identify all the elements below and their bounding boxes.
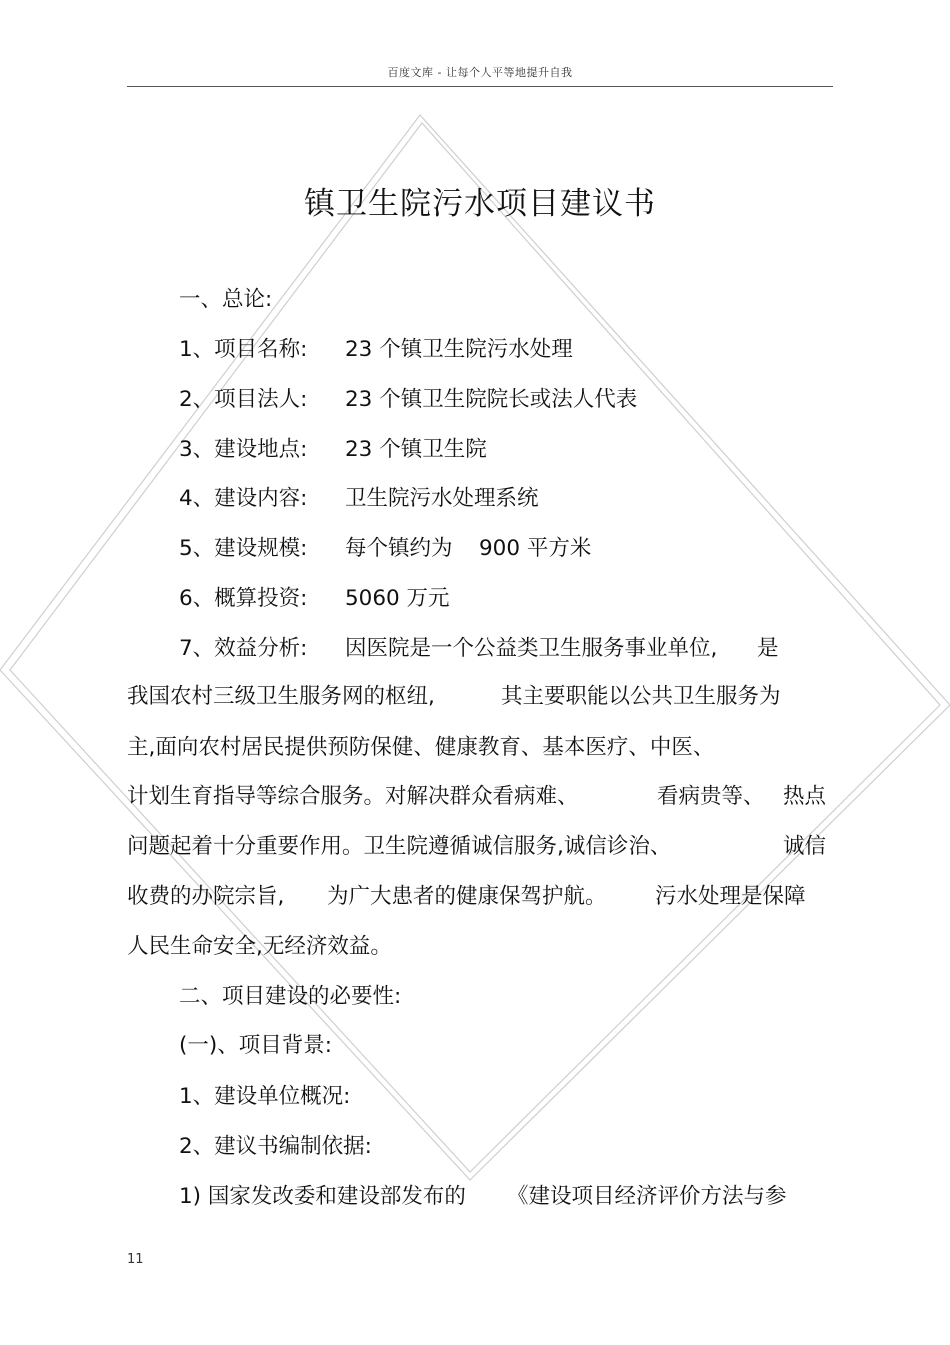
text-line — [127, 282, 833, 318]
line-segment: 主,面向农村居民提供预防保健、健康教育、基本医疗、中医、 — [127, 735, 715, 760]
line-segment: 我国农村三级卫生服务网的枢纽, — [127, 684, 435, 709]
text-line — [127, 829, 833, 865]
line-segment: 一、总论: — [179, 287, 273, 312]
line-segment: 1、建设单位概况: — [179, 1084, 351, 1109]
text-line — [127, 679, 833, 715]
line-segment: 计划生育指导等综合服务。对解决群众看病难、 — [127, 784, 579, 809]
line-segment: 热点 — [783, 784, 827, 809]
line-segment: 23 个镇卫生院 — [345, 437, 487, 462]
page-header: 百度文库 - 让每个人平等地提升自我 — [387, 66, 573, 79]
line-segment: 6、概算投资: — [179, 586, 308, 611]
text-line — [127, 929, 833, 965]
line-segment: 其主要职能以公共卫生服务为 — [501, 684, 781, 709]
header-divider — [127, 86, 833, 87]
line-segment: 23 个镇卫生院院长或法人代表 — [345, 387, 638, 412]
text-line — [127, 382, 833, 418]
line-segment: 因医院是一个公益类卫生服务事业单位, — [345, 636, 718, 661]
text-line — [127, 332, 833, 368]
line-segment: 为广大患者的健康保驾护航。 — [327, 884, 607, 909]
text-line — [127, 730, 833, 766]
line-segment: 23 个镇卫生院污水处理 — [345, 337, 573, 362]
line-segment: 7、效益分析: — [179, 636, 308, 661]
text-line — [127, 481, 833, 517]
text-line — [127, 1129, 833, 1165]
line-segment: (一)、项目背景: — [179, 1033, 333, 1058]
line-segment: 诚信 — [783, 834, 827, 859]
line-segment: 是 — [757, 636, 779, 661]
line-segment: 2、项目法人: — [179, 387, 308, 412]
text-line — [127, 879, 833, 915]
line-segment: 看病贵等、 — [657, 784, 765, 809]
line-segment: 4、建设内容: — [179, 486, 308, 511]
page-number: 11 — [127, 1252, 144, 1267]
text-line — [127, 1079, 833, 1115]
text-line — [127, 1028, 833, 1064]
line-segment: 《建设项目经济评价方法与参 — [507, 1184, 787, 1209]
line-segment: 每个镇约为 — [345, 536, 453, 561]
line-segment: 5060 万元 — [345, 586, 450, 611]
text-line — [127, 979, 833, 1015]
text-line — [127, 432, 833, 468]
line-segment: 污水处理是保障 — [655, 884, 806, 909]
text-line — [127, 531, 833, 567]
line-segment: 收费的办院宗旨, — [127, 884, 285, 909]
text-line — [127, 1179, 833, 1215]
line-segment: 人民生命安全,无经济效益。 — [127, 934, 392, 959]
text-line — [127, 581, 833, 617]
line-segment: 卫生院污水处理系统 — [345, 486, 539, 511]
line-segment: 二、项目建设的必要性: — [179, 984, 402, 1009]
line-segment: 5、建设规模: — [179, 536, 308, 561]
text-line — [127, 631, 833, 667]
line-segment: 问题起着十分重要作用。卫生院遵循诚信服务,诚信诊治、 — [127, 834, 672, 859]
line-segment: 1) 国家发改委和建设部发布的 — [179, 1184, 466, 1209]
line-segment: 900 平方米 — [479, 536, 592, 561]
line-segment: 3、建设地点: — [179, 437, 308, 462]
document-title: 镇卫生院污水项目建议书 — [304, 186, 656, 222]
text-line — [127, 779, 833, 815]
line-segment: 1、项目名称: — [179, 337, 308, 362]
line-segment: 2、建议书编制依据: — [179, 1134, 372, 1159]
